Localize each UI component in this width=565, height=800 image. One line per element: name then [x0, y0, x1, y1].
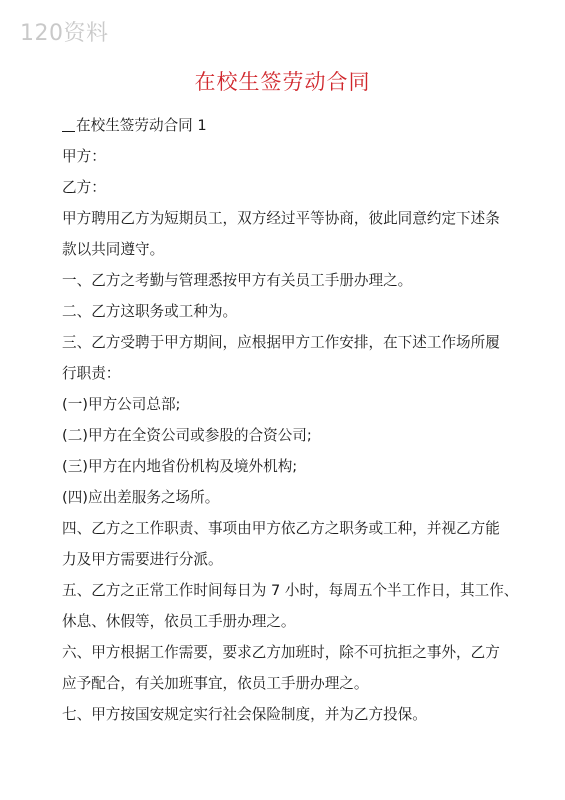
- blank-underline: [62, 117, 75, 132]
- clause-4-line-2: 力及甲方需要进行分派。: [62, 551, 223, 568]
- document-body: [62, 110, 519, 730]
- clause-5-line-2: 休息、休假等，依员工手册办理之。: [62, 613, 296, 630]
- clause-1: 一、乙方之考勤与管理悉按甲方有关员工手册办理之。: [62, 272, 413, 289]
- clause-6-line-1: 六、甲方根据工作需要，要求乙方加班时，除不可抗拒之事外，乙方: [62, 644, 500, 661]
- clause-4-line-1: 四、乙方之工作职责、事项由甲方依乙方之职务或工种，并视乙方能: [62, 520, 500, 537]
- intro-line-2: 款以共同遵守。: [62, 241, 165, 258]
- clause-3-item-3: (三)甲方在内地省份机构及境外机构;: [62, 458, 298, 475]
- clause-5-line-1: 五、乙方之正常工作时间每日为 7 小时，每周五个半工作日，其工作、: [62, 582, 519, 599]
- watermark: 120资料: [20, 21, 109, 46]
- party-b-line: 乙方：: [62, 179, 106, 196]
- document-title: 在校生签劳动合同: [194, 70, 371, 94]
- clause-3-item-2: (二)甲方在全资公司或参股的合资公司;: [62, 427, 312, 444]
- party-a-line: 甲方：: [62, 148, 106, 165]
- clause-7: 七、甲方按国安规定实行社会保险制度，并为乙方投保。: [62, 706, 427, 723]
- clause-3-item-4: (四)应出差服务之场所。: [62, 489, 220, 506]
- clause-3-item-1: (一)甲方公司总部;: [62, 396, 181, 413]
- clause-6-line-2: 应予配合，有关加班事宜，依员工手册办理之。: [62, 675, 369, 692]
- contract-heading: [62, 110, 510, 141]
- clause-3-line-1: 三、乙方受聘于甲方期间，应根据甲方工作安排，在下述工作场所履: [62, 334, 500, 351]
- clause-3-line-2: 行职责：: [62, 365, 121, 382]
- clause-2: 二、乙方这职务或工种为。: [62, 303, 238, 320]
- intro-line-1: 甲方聘用乙方为短期员工，双方经过平等协商，彼此同意约定下述条: [62, 210, 500, 227]
- contract-heading-text: 在校生签劳动合同 1: [76, 117, 207, 134]
